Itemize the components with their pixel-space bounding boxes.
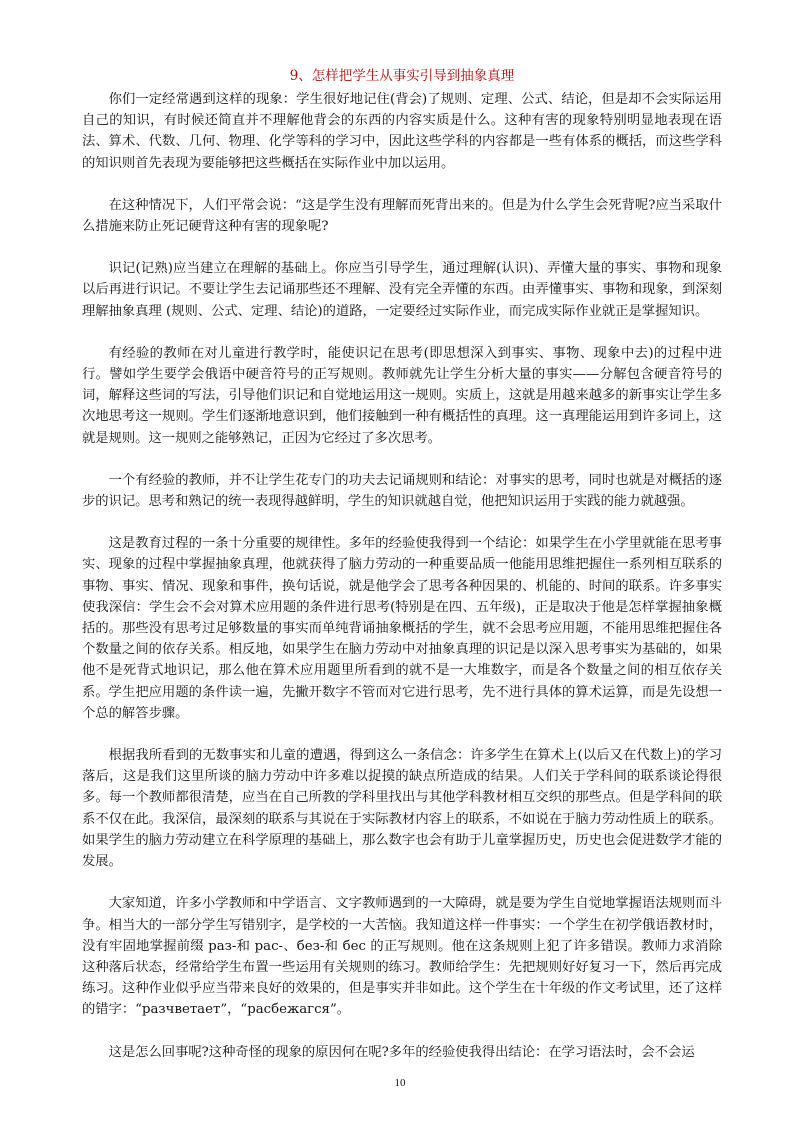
document-body xyxy=(82,89,722,1063)
body-paragraph: 一个有经验的教师，并不让学生花专门的功夫去记诵规则和结论：对事实的思考，同时也就是对概括的逐步的识记。思考和熟记的统一表现得越鲜明，学生的知识就越自觉，他把知识运用于实践的能力就越强。 xyxy=(82,472,722,510)
page-number: 10 xyxy=(394,1077,406,1089)
body-paragraph: 识记(记熟)应当建立在理解的基础上。你应当引导学生，通过理解(认识)、弄懂大量的事实、事物和现象以后再进行识记。不要让学生去记诵那些还不理解、没有完全弄懂的东西。由弄懂事实、事物和现象，到深刻理解抽象真理 (规则、公式、定理、结论)的道路，一定要经过实际作业，而完成实际作业就正是掌握知识。 xyxy=(82,261,722,319)
body-paragraph: 你们一定经常遇到这样的现象：学生很好地记住(背会)了规则、定理、公式、结论，但是却不会实际运用自己的知识，有时候还简直并不理解他背会的东西的内容实质是什么。这种有害的现象特别明显地表现在语法、算术、代数、几何、物理、化学等科的学习中，因此这些学科的内容都是一些有体系的概括，而这些学科的知识则首先表现为要能够把这些概括在实际作业中加以运用。 xyxy=(82,92,722,171)
body-paragraph: 根据我所看到的无数事实和儿童的遭遇，得到这么一条信念：许多学生在算术上(以后又在代数上)的学习落后，这是我们这里所谈的脑力劳动中许多难以捉摸的缺点所造成的结果。人们关于学科间的联系谈论得很多。每一个教师都很清楚，应当在自己所教的学科里找出与其他学科教材相互交织的那些点。但是学科间的联系不仅在此。我深信，最深刻的联系与其说在于实际教材内容上的联系，不如说在于脑力劳动性质上的联系。如果学生的脑力劳动建立在科学原理的基础上，那么数字也会有助于儿童掌握历史，历史也会促进数学才能的发展。 xyxy=(82,748,722,870)
document-page xyxy=(82,66,722,1084)
body-paragraph: 有经验的教师在对儿童进行教学时，能使识记在思考(即思想深入到事实、事物、现象中去)的过程中进行。譬如学生要学会俄语中硬音符号的正写规则。教师就先让学生分析大量的事实——分解包含硬音符号的词，解释这些词的写法，引导他们识记和自觉地运用这一规则。实质上，这就是用越来越多的新事实让学生多次地思考这一规则。学生们逐渐地意识到，他们接触到一种有概括性的真理。这一真理能运用到许多词上，这就是规则。这一规则之能够熟记，正因为它经过了多次思考。 xyxy=(82,345,722,446)
section-title: 9、怎样把学生从事实引导到抽象真理 xyxy=(289,68,515,84)
body-paragraph: 这是教育过程的一条十分重要的规律性。多年的经验使我得到一个结论：如果学生在小学里就能在思考事实、现象的过程中掌握抽象真理，他就获得了脑力劳动的一种重要品质一他能用思维把握住一系列相互联系的事物、事实、情况、现象和事件，换句话说，就是他学会了思考各种因果的、机能的、时间的联系。许多事实使我深信：学生会不会对算术应用题的条件进行思考(特别是在四、五年级)，正是取决于他是怎样掌握抽象概括的。那些没有思考过足够数量的事实而单纯背诵抽象概括的学生，就不会思考应用题，不能用思维把握住各个数量之间的依存关系。相反地，如果学生在脑力劳动中对抽象真理的识记是以深入思考事实为基础的，如果他不是死背式地识记，那么他在算术应用题里所看到的就不是一大堆数字，而是各个数量之间的相互依存关系。学生把应用题的条件读一遍，先撇开数字不管而对它进行思考，先不进行具体的算术运算，而是先设想一个总的解答步骤。 xyxy=(82,536,722,721)
body-paragraph: 这是怎么回事呢?这种奇怪的现象的原因何在呢?多年的经验使我得出结论：在学习语法时，会不会运 xyxy=(108,1044,695,1060)
body-paragraph: 大家知道，许多小学教师和中学语言、文字教师遇到的一大障碍，就是要为学生自觉地掌握语法规则而斗争。相当大的一部分学生写错别字，是学校的一大苦恼。我知道这样一件事实：一个学生在初学俄语教材时，没有牢固地掌握前缀 раз-和 рас-、без-和 бес 的正写规则。他在这条规则上犯了许多错误。教师力求消除这种落后状态，经常给学生布置一些运用有关规则的练习。教师给学生：先把规则好好复习一下，然后再完成练习。这种作业似乎应当带来良好的效果的，但是事实并非如此。这个学生在十年级的作文考试里，还了这样的错字：“разчветает”，“расбежагся”。 xyxy=(82,896,722,1018)
body-paragraph: 在这种情况下，人们平常会说：“这是学生没有理解而死背出来的。但是为什么学生会死背呢?应当采取什么措施来防止死记硬背这种有害的现象呢? xyxy=(82,197,722,235)
